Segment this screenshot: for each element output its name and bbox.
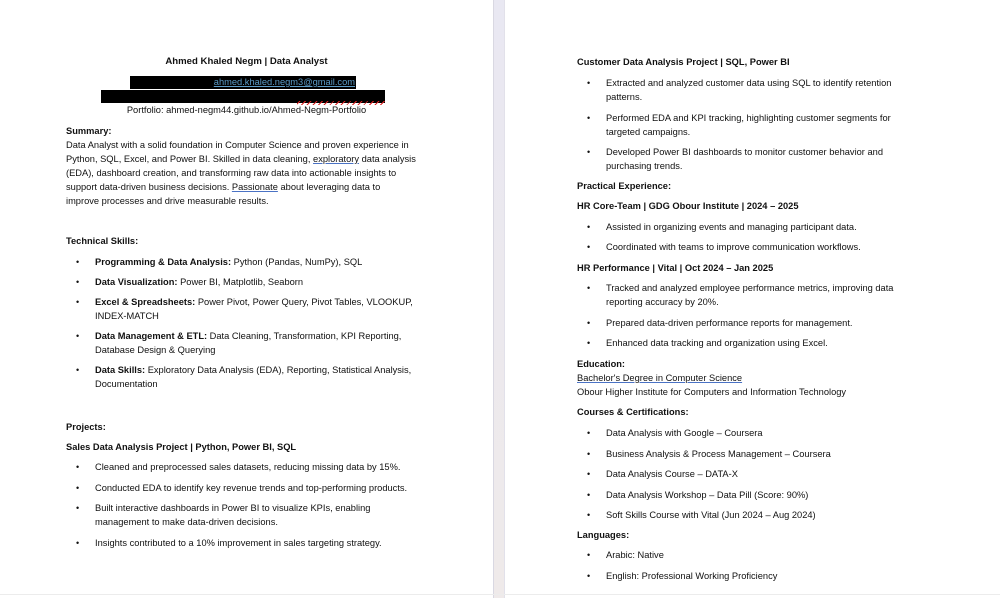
list-item (66, 460, 446, 474)
list-item (577, 447, 937, 461)
list-item-text: reporting accuracy by 20%. (606, 297, 719, 307)
languages-list (577, 548, 937, 589)
education-degree: Bachelor's Degree in Computer Science (577, 373, 743, 383)
list-item-text: Data Analysis Course – DATA-X (606, 469, 738, 479)
job-vital-bullets (577, 281, 937, 357)
job-title-gdg: HR Core-Team | GDG Obour Institute | 2024 – 2025 (577, 201, 799, 211)
list-item-text: management to make data-driven decisions. (95, 517, 278, 527)
list-item-text: Enhanced data tracking and organization using Excel. (606, 338, 828, 348)
sales-project-bullets (66, 460, 446, 556)
skill-category-label: Data Visualization: (95, 277, 178, 287)
list-item-text: Data Analysis Workshop – Data Pill (Score: 90%) (606, 489, 809, 500)
list-item (577, 145, 937, 173)
document-page-2 (505, 0, 1000, 598)
skill-line: Documentation (95, 379, 158, 389)
list-item-text: Performed EDA and KPI tracking, highlighting customer segments for (606, 112, 891, 123)
skill-item (66, 275, 446, 289)
list-item (577, 508, 937, 522)
bullet-icon: • (76, 257, 80, 267)
bullet-icon: • (587, 283, 591, 293)
list-item (66, 536, 446, 550)
skill-line (95, 275, 446, 289)
bullet-icon: • (76, 462, 80, 472)
bullet-icon: • (587, 112, 591, 123)
bullet-icon: • (76, 331, 80, 341)
list-item-text: Insights contributed to a 10% improvement in sales targeting strategy. (95, 537, 382, 548)
practical-experience-heading: Practical Experience: (577, 181, 672, 191)
portfolio-line: Portfolio: ahmed-negm44.github.io/Ahmed-Negm-Portfolio (126, 105, 367, 115)
list-item-text: Conducted EDA to identify key revenue trends and top-performing products. (95, 482, 408, 493)
list-item-text: Cleaned and preprocessed sales datasets, reducing missing data by 15%. (95, 462, 401, 472)
list-item (66, 501, 446, 529)
courses-heading: Courses & Certifications: (577, 407, 689, 417)
skill-item (66, 363, 446, 391)
skill-item (66, 295, 446, 323)
bullet-icon: • (587, 448, 591, 459)
summary-line (66, 180, 446, 194)
bullet-icon: • (587, 550, 591, 560)
list-item-text: Prepared data-driven performance reports for management. (606, 317, 853, 328)
bullet-icon: • (587, 469, 591, 479)
skill-values: Power Pivot, Power Query, Pivot Tables, VLOOKUP, (195, 297, 413, 307)
list-item-text: Arabic: Native (606, 550, 664, 560)
job-gdg-bullets (577, 220, 937, 260)
list-item (577, 488, 937, 502)
bullet-icon: • (587, 78, 591, 88)
skill-category-label: Data Skills: (95, 365, 146, 375)
list-item (577, 467, 937, 481)
list-item-text: Assisted in organizing events and managing participant data. (606, 222, 857, 232)
skill-item (66, 329, 446, 357)
list-item-text: English: Professional Working Proficiency (606, 570, 778, 581)
bullet-icon: • (587, 570, 591, 581)
summary-line (66, 152, 446, 166)
redaction-bar-contact (130, 76, 356, 89)
list-item-text: Extracted and analyzed customer data using SQL to identify retention (606, 78, 892, 88)
bullet-icon: • (587, 242, 591, 252)
summary-text: support data-driven business decisions. (66, 182, 232, 192)
skill-category-label: Data Management & ETL: (95, 331, 208, 341)
list-item (66, 481, 446, 495)
summary-text: Python, SQL, Excel, and Power BI. Skilled in data cleaning, (66, 154, 314, 164)
summary-text: about leveraging data to (277, 182, 381, 192)
bullet-icon: • (587, 510, 591, 520)
bullet-icon: • (76, 277, 80, 287)
list-item-text: Coordinated with teams to improve communication workflows. (606, 242, 861, 252)
grammar-flagged-word: exploratory (313, 154, 360, 164)
list-item-text: Developed Power BI dashboards to monitor customer behavior and (606, 147, 883, 157)
list-item-text: Built interactive dashboards in Power BI to visualize KPIs, enabling (95, 503, 371, 513)
bullet-icon: • (76, 537, 80, 548)
summary-text: data analysis (359, 154, 416, 164)
skill-values: Data Cleaning, Transformation, KPI Reporting, (207, 331, 402, 341)
document-page-1 (0, 0, 493, 598)
sales-project-title: Sales Data Analysis Project | Python, Power BI, SQL (66, 442, 297, 452)
summary-heading: Summary: (66, 126, 112, 136)
skill-line (95, 329, 446, 343)
bullet-icon: • (587, 147, 591, 157)
skill-line (95, 363, 446, 377)
bullet-icon: • (587, 489, 591, 500)
list-item-text: targeted campaigns. (606, 126, 691, 137)
list-item (577, 426, 937, 440)
redaction-bar-phone (101, 90, 385, 103)
list-item (577, 281, 937, 309)
education-heading: Education: (577, 359, 626, 369)
list-item-text: Data Analysis with Google – Coursera (606, 428, 763, 438)
bullet-icon: • (76, 503, 80, 513)
skill-item (66, 255, 446, 269)
list-item (577, 336, 937, 350)
bullet-icon: • (76, 365, 80, 375)
summary-paragraph (66, 138, 446, 208)
courses-list (577, 426, 937, 529)
page-separator (493, 0, 505, 598)
bullet-icon: • (587, 428, 591, 438)
bullet-icon: • (587, 338, 591, 348)
grammar-flagged-word: Passionate (231, 182, 278, 192)
summary-line: (EDA), dashboard creation, and transforming raw data into actionable insights to (66, 168, 397, 178)
list-item (577, 111, 937, 139)
technical-skills-list (66, 255, 446, 397)
list-item-text: purchasing trends. (606, 161, 683, 171)
customer-project-bullets (577, 76, 937, 180)
technical-skills-heading: Technical Skills: (66, 236, 139, 246)
list-item-text: Business Analysis & Process Management – Coursera (606, 448, 831, 459)
resume-name-title: Ahmed Khaled Negm | Data Analyst (165, 56, 328, 67)
skill-values: Power BI, Matplotlib, Seaborn (177, 277, 304, 287)
skill-category-label: Excel & Spreadsheets: (95, 297, 196, 307)
skill-line: Database Design & Querying (95, 345, 216, 355)
summary-line: improve processes and drive measurable results. (66, 196, 269, 206)
page-bottom-edge (0, 594, 1000, 595)
bullet-icon: • (76, 482, 80, 493)
skill-values: Exploratory Data Analysis (EDA), Reporting, Statistical Analysis, (145, 365, 412, 375)
skill-line (95, 295, 446, 309)
projects-heading: Projects: (66, 422, 106, 432)
summary-line: Data Analyst with a solid foundation in Computer Science and proven experience in (66, 140, 409, 150)
bullet-icon: • (587, 317, 591, 328)
list-item (577, 548, 937, 562)
list-item-text: Soft Skills Course with Vital (Jun 2024 – Aug 2024) (606, 510, 816, 520)
bullet-icon: • (76, 297, 80, 307)
skill-category-label: Programming & Data Analysis: (95, 257, 232, 267)
list-item-text: patterns. (606, 92, 643, 102)
skill-line: INDEX-MATCH (95, 311, 159, 321)
list-item (577, 569, 937, 583)
list-item (577, 76, 937, 104)
list-item-text: Tracked and analyzed employee performance metrics, improving data (606, 283, 894, 293)
education-institute: Obour Higher Institute for Computers and Information Technology (577, 387, 847, 397)
skill-values: Python (Pandas, NumPy), SQL (231, 257, 363, 267)
job-title-vital: HR Performance | Vital | Oct 2024 – Jan 2025 (577, 263, 774, 273)
skill-line (95, 255, 446, 269)
list-item (577, 316, 937, 330)
customer-project-title: Customer Data Analysis Project | SQL, Power BI (577, 57, 790, 67)
list-item (577, 220, 937, 234)
languages-heading: Languages: (577, 530, 630, 540)
email-link[interactable]: ahmed.khaled.negm3@gmail.com (213, 77, 355, 87)
bullet-icon: • (587, 222, 591, 232)
list-item (577, 240, 937, 254)
